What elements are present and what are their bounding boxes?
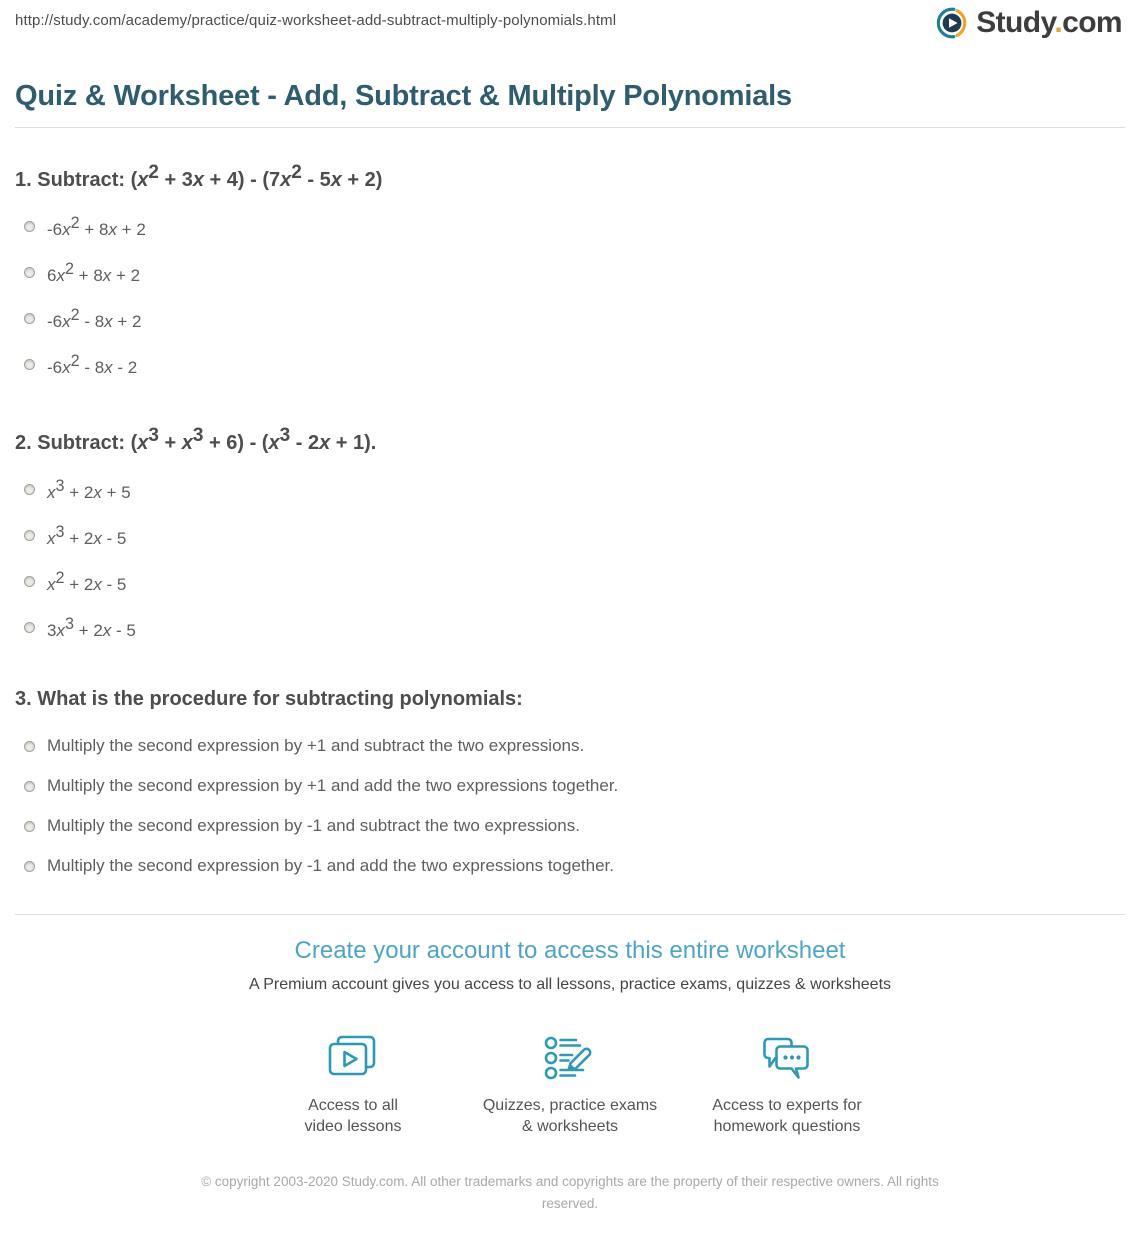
question-1-options	[15, 207, 1125, 391]
copyright-notice: © copyright 2003-2020 Study.com. All other trademarks and copyrights are the property of their respective owners. All rights reserved.	[201, 1174, 939, 1212]
question-2-option-1[interactable]	[15, 470, 1125, 516]
option-label[interactable]: $6x^2 + 8x + 2$	[47, 260, 141, 285]
feature-caption: Access to experts for homework questions	[712, 1097, 862, 1136]
question-3	[15, 684, 1125, 886]
feature-quizzes-worksheets	[462, 1026, 679, 1137]
question-2-options	[15, 470, 1125, 654]
question-3-option-4[interactable]	[15, 846, 1125, 886]
studycom-logo[interactable]	[935, 6, 1122, 40]
option-label[interactable]: $-6x^2 - 8x + 2$	[47, 306, 142, 331]
signup-section	[15, 937, 1125, 1137]
radio-button[interactable]	[24, 267, 35, 278]
radio-button[interactable]	[24, 484, 35, 495]
option-label[interactable]: $x^2 + 2x - 5$	[47, 569, 127, 594]
page-url: http://study.com/academy/practice/quiz-worksheet-add-subtract-multiply-polynomials.html	[15, 12, 617, 29]
question-2-option-3[interactable]	[15, 562, 1125, 608]
option-label[interactable]: $x^3 + 2x - 5$	[47, 523, 127, 548]
question-1	[15, 162, 1125, 391]
question-3-option-2[interactable]	[15, 766, 1125, 806]
page-header	[15, 0, 1125, 48]
video-lessons-icon	[245, 1026, 462, 1086]
radio-button[interactable]	[24, 576, 35, 587]
option-label[interactable]: Multiply the second expression by -1 and subtract the two expressions.	[47, 816, 580, 835]
option-label[interactable]: Multiply the second expression by +1 and add the two expressions together.	[47, 776, 619, 795]
question-2	[15, 425, 1125, 654]
feature-video-lessons	[245, 1026, 462, 1137]
option-label[interactable]: Multiply the second expression by -1 and add the two expressions together.	[47, 856, 615, 875]
question-2-option-4[interactable]	[15, 608, 1125, 654]
question-1-prompt: 1. Subtract: $(x^2 + 3x + 4) - (7x^2 - 5x + 2)$	[15, 162, 383, 191]
radio-button[interactable]	[24, 622, 35, 633]
option-label[interactable]: $3x^3 + 2x - 5$	[47, 615, 136, 640]
question-1-option-3[interactable]	[15, 299, 1125, 345]
question-2-prompt: 2. Subtract: $(x^3 + x^3 + 6) - (x^3 - 2x + 1)$.	[15, 425, 377, 454]
features-row	[15, 1026, 1125, 1137]
radio-button[interactable]	[24, 781, 35, 792]
title-divider	[15, 127, 1125, 128]
homework-experts-icon	[679, 1026, 896, 1086]
signup-divider	[15, 914, 1125, 915]
question-3-option-3[interactable]	[15, 806, 1125, 846]
option-label[interactable]: $-6x^2 - 8x - 2$	[47, 352, 138, 377]
signup-subheading: A Premium account gives you access to all lessons, practice exams, quizzes & worksheets	[248, 976, 892, 993]
question-2-option-2[interactable]	[15, 516, 1125, 562]
question-3-prompt: 3. What is the procedure for subtracting polynomials:	[15, 688, 523, 710]
radio-button[interactable]	[24, 530, 35, 541]
studycom-logo-text: Study.com	[976, 6, 1122, 39]
studycom-play-icon	[935, 6, 969, 40]
radio-button[interactable]	[24, 221, 35, 232]
page-title: Quiz & Worksheet - Add, Subtract & Multiply Polynomials	[15, 80, 792, 112]
question-3-options	[15, 726, 1125, 886]
feature-caption: Quizzes, practice exams & worksheets	[482, 1097, 658, 1136]
question-1-option-1[interactable]	[15, 207, 1125, 253]
question-3-option-1[interactable]	[15, 726, 1125, 766]
option-label[interactable]: $x^3 + 2x + 5$	[47, 477, 131, 502]
radio-button[interactable]	[24, 821, 35, 832]
option-label[interactable]: Multiply the second expression by +1 and subtract the two expressions.	[47, 736, 585, 755]
feature-homework-experts	[679, 1026, 896, 1137]
radio-button[interactable]	[24, 359, 35, 370]
option-label[interactable]: $-6x^2 + 8x + 2$	[47, 214, 146, 239]
question-1-option-4[interactable]	[15, 345, 1125, 391]
radio-button[interactable]	[24, 861, 35, 872]
radio-button[interactable]	[24, 741, 35, 752]
quizzes-worksheets-icon	[462, 1026, 679, 1086]
signup-heading: Create your account to access this entire worksheet	[294, 937, 846, 964]
question-1-option-2[interactable]	[15, 253, 1125, 299]
feature-caption: Access to all video lessons	[304, 1097, 402, 1136]
radio-button[interactable]	[24, 313, 35, 324]
